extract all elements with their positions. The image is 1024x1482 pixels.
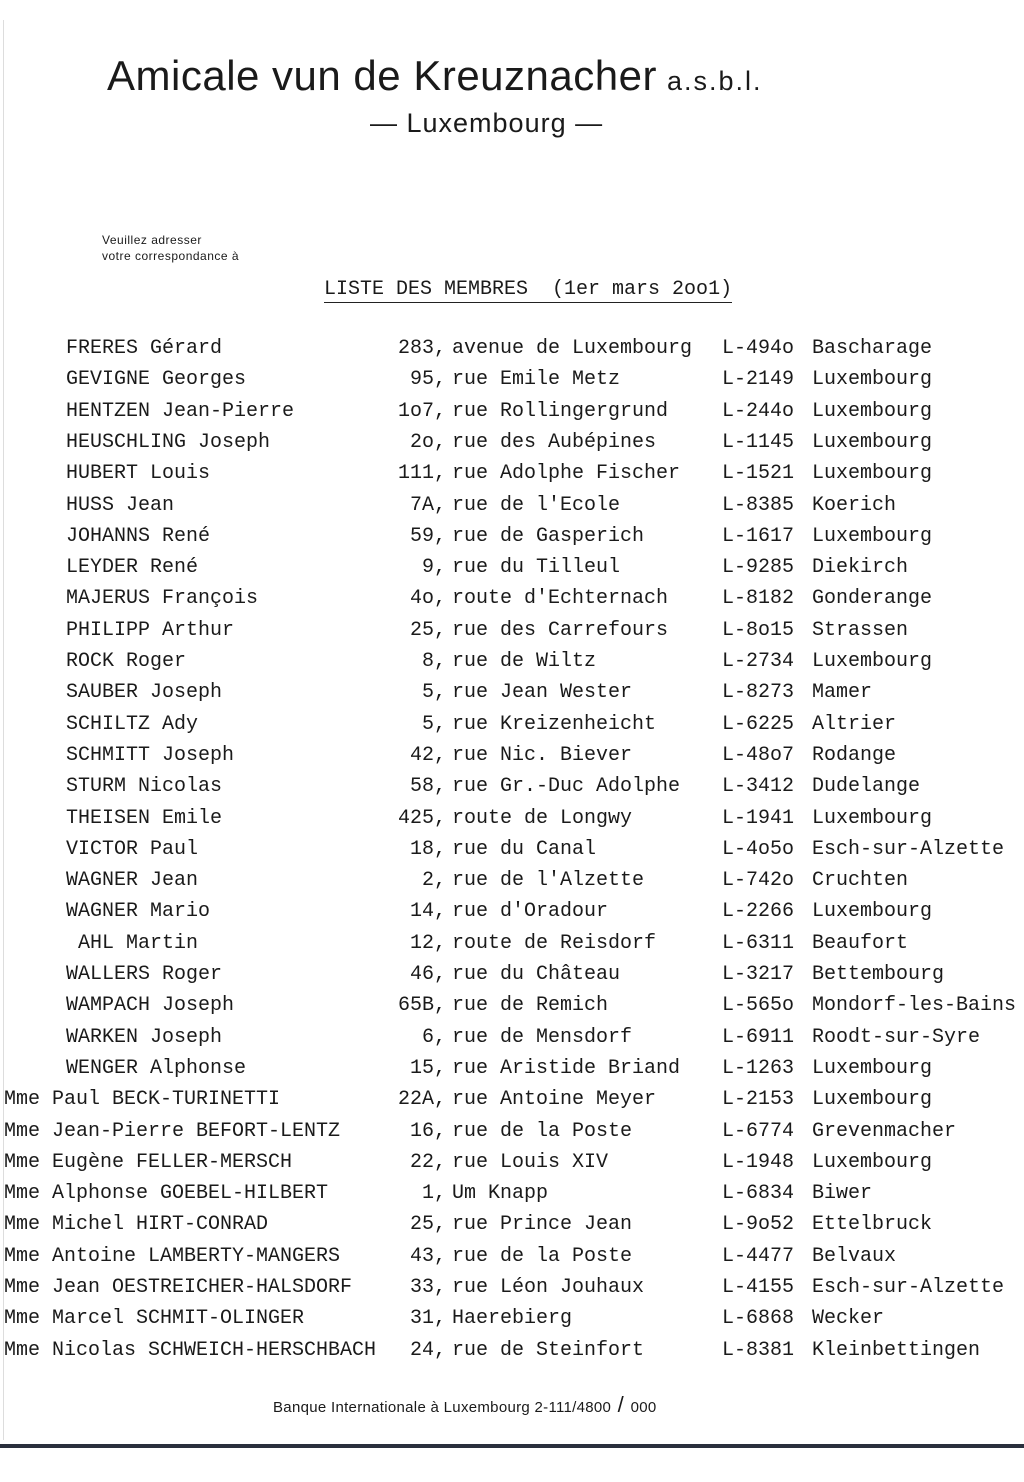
member-row xyxy=(0,1213,1024,1241)
member-row xyxy=(0,1057,1024,1085)
member-row xyxy=(0,525,1024,553)
member-row xyxy=(0,681,1024,709)
correspondence-line-2: votre correspondance à xyxy=(102,249,240,263)
member-name: WENGER Alphonse xyxy=(66,1056,247,1080)
street: rue des Aubépines xyxy=(452,430,657,454)
member-name: Mme Jean-Pierre BEFORT-LENTZ xyxy=(4,1119,341,1143)
member-name: Mme Eugène FELLER-MERSCH xyxy=(4,1150,293,1174)
member-name: ROCK Roger xyxy=(66,650,187,673)
house-number: 5, xyxy=(421,681,446,705)
city: Dudelange xyxy=(812,775,921,799)
city: Rodange xyxy=(812,743,897,767)
house-number: 42, xyxy=(409,743,446,767)
postal-code: L-2149 xyxy=(722,368,795,392)
city: Koerich xyxy=(812,493,897,517)
member-name: Mme Nicolas SCHWEICH-HERSCHBACH xyxy=(4,1338,377,1362)
house-number: 22, xyxy=(409,1150,446,1174)
member-name: GEVIGNE Georges xyxy=(66,368,247,392)
postal-code: L-4477 xyxy=(722,1244,795,1268)
house-number: 59, xyxy=(409,524,446,548)
postal-code: L-1941 xyxy=(722,806,795,830)
house-number: 1o7, xyxy=(397,399,446,423)
postal-code: L-6774 xyxy=(722,1119,795,1143)
member-name: SCHMITT Joseph xyxy=(66,743,235,767)
member-row xyxy=(0,462,1024,490)
member-row xyxy=(0,994,1024,1022)
house-number: 14, xyxy=(409,900,446,924)
member-name: HUBERT Louis xyxy=(66,462,211,486)
house-number: 1, xyxy=(421,1182,446,1206)
member-row xyxy=(0,775,1024,803)
street: rue de Steinfort xyxy=(452,1338,645,1362)
member-row xyxy=(0,807,1024,835)
street: rue Gr.-Duc Adolphe xyxy=(452,775,681,799)
city: Grevenmacher xyxy=(812,1119,957,1143)
postal-code: L-3412 xyxy=(722,775,795,799)
member-name: Mme Michel HIRT-CONRAD xyxy=(4,1213,269,1237)
member-row xyxy=(0,1307,1024,1335)
city: Luxembourg xyxy=(812,1088,933,1112)
city: Bascharage xyxy=(812,337,933,360)
street: rue Rollingergrund xyxy=(452,399,669,423)
title-text: Amicale vun de Kreuznacher xyxy=(107,52,657,99)
member-row xyxy=(0,713,1024,741)
member-name: HUSS Jean xyxy=(66,493,175,517)
house-number: 6, xyxy=(421,1025,446,1049)
house-number: 5, xyxy=(421,712,446,736)
street: rue Antoine Meyer xyxy=(452,1088,657,1112)
member-row xyxy=(0,1245,1024,1273)
street: rue Nic. Biever xyxy=(452,743,633,767)
member-name: SAUBER Joseph xyxy=(66,681,223,705)
member-name: FRERES Gérard xyxy=(66,337,223,360)
member-name: VICTOR Paul xyxy=(66,837,199,861)
street: rue Prince Jean xyxy=(452,1213,633,1237)
postal-code: L-2153 xyxy=(722,1088,795,1112)
member-name: WARKEN Joseph xyxy=(66,1025,223,1049)
member-row xyxy=(0,838,1024,866)
correspondence-line-1: Veuillez adresser xyxy=(102,233,202,247)
city: Biwer xyxy=(812,1182,873,1206)
subtitle: — Luxembourg — xyxy=(370,108,604,138)
city: Luxembourg xyxy=(812,368,933,392)
street: rue de la Poste xyxy=(452,1119,633,1143)
member-name: LEYDER René xyxy=(66,556,199,580)
street: rue de Mensdorf xyxy=(452,1025,633,1049)
member-name: WAGNER Mario xyxy=(66,900,211,924)
member-name: AHL Martin xyxy=(66,931,199,955)
member-row xyxy=(0,494,1024,522)
house-number: 283, xyxy=(397,337,446,360)
house-number: 22A, xyxy=(397,1088,446,1112)
member-row xyxy=(0,1182,1024,1210)
city: Luxembourg xyxy=(812,462,933,486)
city: Luxembourg xyxy=(812,806,933,830)
postal-code: L-494o xyxy=(722,337,795,360)
house-number: 25, xyxy=(409,618,446,642)
member-row xyxy=(0,744,1024,772)
member-row xyxy=(0,400,1024,428)
street: rue Kreizenheicht xyxy=(452,712,657,736)
street: rue Adolphe Fischer xyxy=(452,462,681,486)
list-title: LISTE DES MEMBRES (1er mars 2oo1) xyxy=(324,278,733,301)
correspondence-note xyxy=(102,232,239,264)
street: rue Aristide Briand xyxy=(452,1056,681,1080)
postal-code: L-8o15 xyxy=(722,618,795,642)
member-name: JOHANNS René xyxy=(66,524,211,548)
member-name: WAMPACH Joseph xyxy=(66,994,235,1018)
city: Luxembourg xyxy=(812,1150,933,1174)
member-name: PHILIPP Arthur xyxy=(66,618,235,642)
member-name: MAJERUS François xyxy=(66,587,259,611)
house-number: 2o, xyxy=(409,430,446,454)
postal-code: L-742o xyxy=(722,869,795,893)
house-number: 46, xyxy=(409,963,446,986)
street: route de Longwy xyxy=(452,806,633,830)
city: Luxembourg xyxy=(812,1056,933,1080)
house-number: 24, xyxy=(409,1338,446,1362)
postal-code: L-1948 xyxy=(722,1150,795,1174)
street: rue de Gasperich xyxy=(452,524,645,548)
street: rue Louis XIV xyxy=(452,1150,609,1174)
member-name: Mme Alphonse GOEBEL-HILBERT xyxy=(4,1182,329,1206)
street: rue du Château xyxy=(452,963,621,986)
postal-code: L-8273 xyxy=(722,681,795,705)
house-number: 31, xyxy=(409,1307,446,1331)
city: Altrier xyxy=(812,712,897,736)
street: rue de l'Alzette xyxy=(452,869,645,893)
member-row xyxy=(0,587,1024,615)
postal-code: L-3217 xyxy=(722,963,795,986)
postal-code: L-8385 xyxy=(722,493,795,517)
bank-footer xyxy=(273,1392,657,1418)
street: rue de la Poste xyxy=(452,1244,633,1268)
house-number: 95, xyxy=(409,368,446,392)
bank-account: Banque Internationale à Luxembourg 2-111/4800 xyxy=(273,1399,612,1416)
member-name: STURM Nicolas xyxy=(66,775,223,799)
member-row xyxy=(0,1026,1024,1054)
postal-code: L-565o xyxy=(722,994,795,1018)
city: Strassen xyxy=(812,618,909,642)
house-number: 12, xyxy=(409,931,446,955)
member-row xyxy=(0,963,1024,991)
postal-code: L-244o xyxy=(722,399,795,423)
city: Cruchten xyxy=(812,869,909,893)
house-number: 43, xyxy=(409,1244,446,1268)
member-row xyxy=(0,900,1024,928)
bottom-rule xyxy=(0,1444,1024,1448)
street: rue du Canal xyxy=(452,837,597,861)
house-number: 25, xyxy=(409,1213,446,1237)
postal-code: L-4155 xyxy=(722,1276,795,1299)
postal-code: L-6311 xyxy=(722,931,795,955)
house-number: 7A, xyxy=(409,493,446,517)
street: rue Jean Wester xyxy=(452,681,633,705)
member-name: Mme Jean OESTREICHER-HALSDORF xyxy=(4,1276,353,1299)
house-number: 18, xyxy=(409,837,446,861)
member-row xyxy=(0,1339,1024,1367)
member-name: WALLERS Roger xyxy=(66,963,223,986)
postal-code: L-9285 xyxy=(722,556,795,580)
city: Kleinbettingen xyxy=(812,1338,981,1362)
city: Wecker xyxy=(812,1307,885,1331)
street: rue du Tilleul xyxy=(452,556,621,580)
member-row xyxy=(0,556,1024,584)
postal-code: L-6834 xyxy=(722,1182,795,1206)
postal-code: L-1263 xyxy=(722,1056,795,1080)
street: Um Knapp xyxy=(452,1182,549,1206)
member-name: Mme Antoine LAMBERTY-MANGERS xyxy=(4,1244,341,1268)
house-number: 33, xyxy=(409,1276,446,1299)
postal-code: L-1145 xyxy=(722,430,795,454)
city: Ettelbruck xyxy=(812,1213,933,1237)
member-name: Mme Marcel SCHMIT-OLINGER xyxy=(4,1307,305,1331)
postal-code: L-9o52 xyxy=(722,1213,795,1237)
member-name: SCHILTZ Ady xyxy=(66,712,199,736)
city: Luxembourg xyxy=(812,399,933,423)
member-row xyxy=(0,619,1024,647)
postal-code: L-6868 xyxy=(722,1307,795,1331)
city: Mondorf-les-Bains xyxy=(812,994,1017,1018)
member-row xyxy=(0,337,1024,365)
street: rue d'Oradour xyxy=(452,900,609,924)
city: Beaufort xyxy=(812,931,909,955)
member-name: HEUSCHLING Joseph xyxy=(66,430,271,454)
postal-code: L-1521 xyxy=(722,462,795,486)
postal-code: L-1617 xyxy=(722,524,795,548)
organization-title xyxy=(107,52,763,100)
member-row xyxy=(0,650,1024,678)
city: Luxembourg xyxy=(812,430,933,454)
city: Mamer xyxy=(812,681,873,705)
house-number: 8, xyxy=(421,650,446,673)
member-row xyxy=(0,869,1024,897)
member-row xyxy=(0,1088,1024,1116)
house-number: 9, xyxy=(421,556,446,580)
member-row xyxy=(0,1276,1024,1304)
house-number: 425, xyxy=(397,806,446,830)
city: Luxembourg xyxy=(812,900,933,924)
house-number: 2, xyxy=(421,869,446,893)
city: Esch-sur-Alzette xyxy=(812,1276,1005,1299)
postal-code: L-2266 xyxy=(722,900,795,924)
house-number: 58, xyxy=(409,775,446,799)
house-number: 16, xyxy=(409,1119,446,1143)
street: route d'Echternach xyxy=(452,587,669,611)
street: rue Emile Metz xyxy=(452,368,621,392)
house-number: 15, xyxy=(409,1056,446,1080)
member-name: Mme Paul BECK-TURINETTI xyxy=(4,1088,281,1112)
member-row xyxy=(0,932,1024,960)
member-row xyxy=(0,368,1024,396)
city: Roodt-sur-Syre xyxy=(812,1025,981,1049)
city: Luxembourg xyxy=(812,650,933,673)
member-row xyxy=(0,1120,1024,1148)
house-number: 4o, xyxy=(409,587,446,611)
member-row xyxy=(0,431,1024,459)
postal-code: L-8182 xyxy=(722,587,795,611)
city: Gonderange xyxy=(812,587,933,611)
bank-suffix: 000 xyxy=(630,1399,657,1416)
bank-slash: / xyxy=(617,1392,625,1417)
postal-code: L-6911 xyxy=(722,1025,795,1049)
street: Haerebierg xyxy=(452,1307,573,1331)
street: rue de Remich xyxy=(452,994,609,1018)
city: Belvaux xyxy=(812,1244,897,1268)
postal-code: L-6225 xyxy=(722,712,795,736)
postal-code: L-8381 xyxy=(722,1338,795,1362)
member-row xyxy=(0,1151,1024,1179)
city: Bettembourg xyxy=(812,963,945,986)
member-name: WAGNER Jean xyxy=(66,869,199,893)
city: Luxembourg xyxy=(812,524,933,548)
street: route de Reisdorf xyxy=(452,931,657,955)
street: rue de l'Ecole xyxy=(452,493,621,517)
city: Esch-sur-Alzette xyxy=(812,837,1005,861)
street: rue de Wiltz xyxy=(452,650,597,673)
street: avenue de Luxembourg xyxy=(452,337,693,360)
legal-form: a.s.b.l. xyxy=(666,66,763,96)
house-number: 111, xyxy=(397,462,446,486)
member-name: THEISEN Emile xyxy=(66,806,223,830)
member-name: HENTZEN Jean-Pierre xyxy=(66,399,295,423)
street: rue des Carrefours xyxy=(452,618,669,642)
city: Diekirch xyxy=(812,556,909,580)
postal-code: L-48o7 xyxy=(722,743,795,767)
house-number: 65B, xyxy=(397,994,446,1018)
postal-code: L-2734 xyxy=(722,650,795,673)
street: rue Léon Jouhaux xyxy=(452,1276,645,1299)
postal-code: L-4o5o xyxy=(722,837,795,861)
